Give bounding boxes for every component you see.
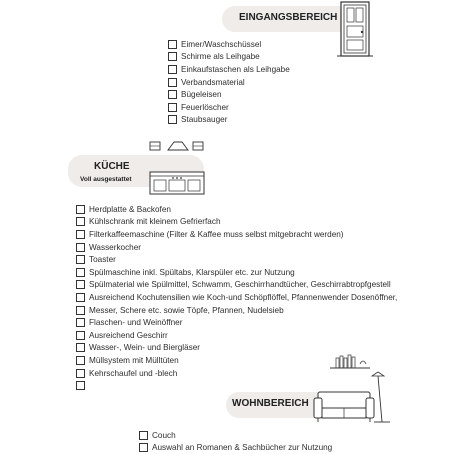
- checkbox[interactable]: [168, 65, 177, 74]
- checklist-item[interactable]: [76, 304, 397, 317]
- checkbox[interactable]: [76, 205, 85, 214]
- checklist-item-label: Schirme als Leihgabe: [181, 52, 260, 62]
- checklist-item[interactable]: [76, 329, 397, 342]
- checkbox[interactable]: [139, 431, 148, 440]
- checklist-item-label: Spülmaterial wie Spülmittel, Schwamm, Geschirrhandtücher, Geschirrabtropfgestell: [89, 280, 391, 290]
- checklist-item[interactable]: [139, 442, 332, 454]
- checkbox[interactable]: [168, 103, 177, 112]
- checklist-item[interactable]: [168, 51, 290, 64]
- checklist-item[interactable]: [168, 38, 290, 51]
- checklist-item[interactable]: [76, 291, 397, 304]
- living-room-icon: [312, 352, 402, 432]
- checklist-item[interactable]: [76, 253, 397, 266]
- checklist-item-label: Eimer/Waschschüssel: [181, 39, 262, 49]
- eingang-title: EINGANGSBEREICH: [239, 12, 338, 23]
- checkbox[interactable]: [76, 381, 85, 390]
- checklist-item[interactable]: [139, 429, 332, 442]
- checkbox[interactable]: [139, 443, 148, 452]
- checklist-item-label: Messer, Schere etc. sowie Töpfe, Pfannen, Nudelsieb: [89, 305, 284, 315]
- checkbox[interactable]: [168, 52, 177, 61]
- kitchen-icon: [148, 138, 208, 198]
- checklist-item-label: Verbandsmaterial: [181, 77, 245, 87]
- checkbox[interactable]: [76, 331, 85, 340]
- wohn-title: WOHNBEREICH: [232, 398, 309, 409]
- checkbox[interactable]: [168, 78, 177, 87]
- checkbox[interactable]: [76, 268, 85, 277]
- checklist-item[interactable]: [76, 216, 397, 229]
- checklist-item[interactable]: [168, 101, 290, 114]
- door-icon: [335, 0, 375, 58]
- checkbox[interactable]: [76, 255, 85, 264]
- checkbox[interactable]: [76, 243, 85, 252]
- checklist-item-label: Couch: [152, 430, 176, 440]
- checklist-item-label: Ausreichend Kochutensilien wie Koch-und Schöpflöffel, Pfannenwender Dosenöffner,: [89, 292, 398, 302]
- checklist-item-label: Herdplatte & Backofen: [89, 204, 171, 214]
- checklist-item-label: Flaschen- und Weinöffner: [89, 318, 183, 328]
- checklist-item[interactable]: [168, 63, 290, 76]
- checkbox[interactable]: [76, 306, 85, 315]
- kueche-title: KÜCHE: [94, 161, 130, 172]
- checkbox[interactable]: [76, 343, 85, 352]
- checklist-item-label: Einkaufstaschen als Leihgabe: [181, 64, 290, 74]
- checkbox[interactable]: [76, 217, 85, 226]
- checklist-item-label: Kehrschaufel und -blech: [89, 368, 178, 378]
- checklist-item-label: Müllsystem mit Mülltüten: [89, 355, 179, 365]
- checkbox[interactable]: [168, 40, 177, 49]
- checkbox[interactable]: [76, 369, 85, 378]
- checklist-item-label: Auswahl an Romanen & Sachbücher zur Nutzung: [152, 443, 333, 453]
- eingang-checklist: [168, 38, 290, 126]
- checklist-item[interactable]: [168, 88, 290, 101]
- checklist-item-label: Wasser-, Wein- und Biergläser: [89, 343, 201, 353]
- checklist-item-label: Feuerlöscher: [181, 102, 229, 112]
- checkbox[interactable]: [76, 230, 85, 239]
- checklist-item-label: Bügeleisen: [181, 90, 222, 100]
- checklist-item-label: Toaster: [89, 255, 116, 265]
- checklist-item-label: Spülmaschine inkl. Spültabs, Klarspüler etc. zur Nutzung: [89, 267, 295, 277]
- checklist-item-label: Wasserkocher: [89, 242, 142, 252]
- checklist-item[interactable]: [168, 76, 290, 89]
- checklist-item-label: Filterkaffeemaschine (Filter & Kaffee muss selbst mitgebracht werden): [89, 229, 344, 239]
- checklist-item[interactable]: [76, 228, 397, 241]
- checklist-item-label: Ausreichend Geschirr: [89, 330, 168, 340]
- checkbox[interactable]: [76, 356, 85, 365]
- checklist-item[interactable]: [76, 316, 397, 329]
- checkbox[interactable]: [76, 293, 85, 302]
- checklist-item[interactable]: [76, 203, 397, 216]
- checkbox[interactable]: [168, 90, 177, 99]
- checkbox[interactable]: [76, 318, 85, 327]
- checklist-item[interactable]: [76, 279, 397, 292]
- checkbox[interactable]: [76, 280, 85, 289]
- checklist-item-label: Staubsauger: [181, 115, 228, 125]
- checkbox[interactable]: [168, 115, 177, 124]
- checklist-item-label: Kühlschrank mit kleinem Gefrierfach: [89, 217, 221, 227]
- checklist-item[interactable]: [76, 266, 397, 279]
- checklist-item[interactable]: [168, 114, 290, 127]
- checklist-item[interactable]: [76, 241, 397, 254]
- kueche-subtitle: Voll ausgestattet: [80, 176, 132, 183]
- wohn-checklist: [139, 429, 332, 454]
